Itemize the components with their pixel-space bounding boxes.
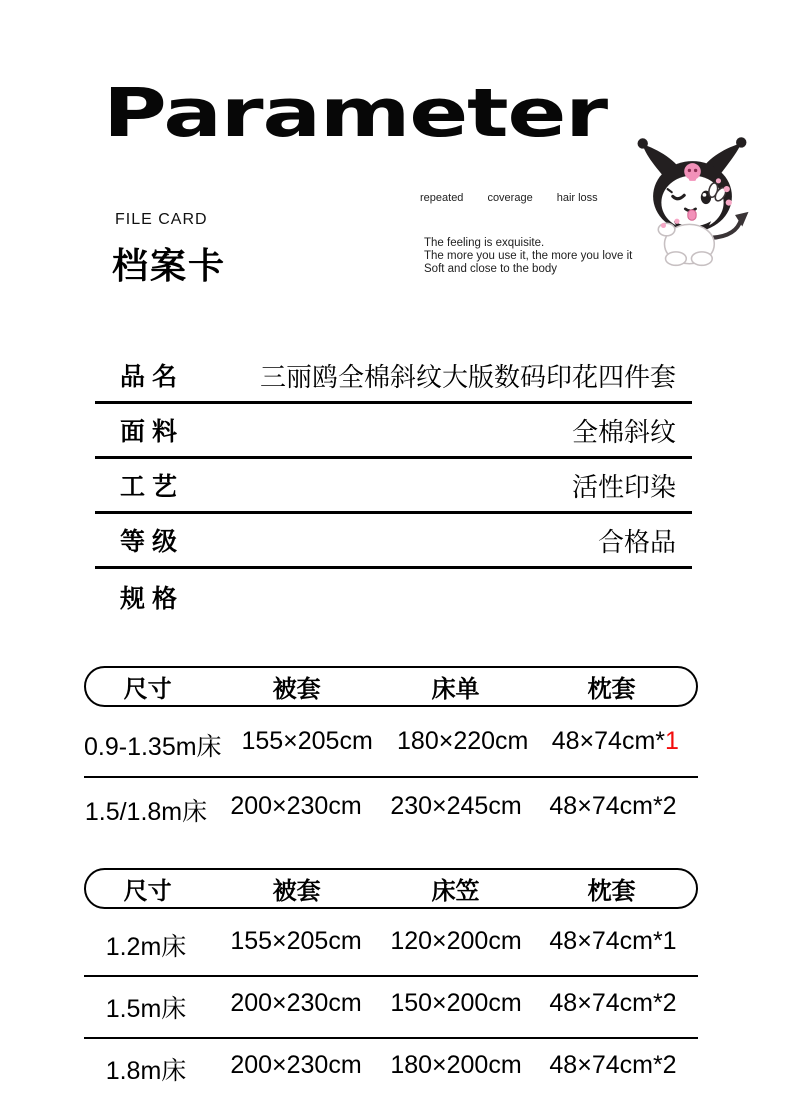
cell-pillow: 48×74cm*2 [549, 1051, 677, 1079]
spec-row-grade [95, 514, 692, 569]
spec-value: 全棉斜纹 [571, 416, 676, 447]
cell-fitted: 180×200cm [390, 1051, 522, 1079]
cell-bed-size: 0.9-1.35m床 [84, 732, 222, 761]
spec-label: 面 料 [120, 418, 177, 446]
cell-pillow: 48×74cm*2 [549, 989, 677, 1017]
file-card-title-cn: 档案卡 [112, 245, 227, 286]
tagline-line-1: The feeling is exquisite. [424, 237, 545, 249]
cell-fitted: 150×200cm [390, 989, 522, 1017]
cell-duvet: 200×230cm [230, 791, 362, 820]
spec-value: 合格品 [597, 526, 676, 557]
header-duvet-cover: 被套 [272, 676, 321, 703]
file-card-label: FILE CARD [115, 211, 208, 228]
spec-value: 三丽鸥全棉斜纹大版数码印花四件套 [259, 361, 676, 392]
table-row [84, 1039, 698, 1099]
size-table-rows [84, 909, 698, 1099]
table-row [84, 977, 698, 1039]
tagline-text [424, 237, 632, 276]
page-title: Parameter [103, 74, 607, 152]
tagline-line-2: The more you use it, the more you love it [424, 250, 633, 262]
spec-row-craft [95, 459, 692, 514]
spec-value: 活性印染 [571, 471, 676, 502]
spec-label: 工 艺 [120, 473, 177, 501]
header-size: 尺寸 [123, 878, 172, 905]
size-table-header [84, 666, 698, 707]
feature-coverage: coverage [487, 192, 533, 204]
spec-list [95, 349, 692, 624]
spec-label: 等 级 [120, 528, 177, 556]
cell-sheet: 180×220cm [397, 726, 529, 755]
cell-duvet: 200×230cm [230, 989, 362, 1017]
cell-pillow-count-highlight: 1 [665, 726, 679, 755]
cell-bed-size: 1.5m床 [105, 995, 187, 1023]
cell-bed-size: 1.2m床 [105, 933, 187, 961]
spec-row-specification [95, 569, 692, 624]
cell-pillow: 48×74cm*1 [549, 927, 677, 955]
cell-pillow: 48×74cm*2 [549, 791, 677, 820]
header-duvet-cover: 被套 [272, 878, 321, 905]
feature-hair-loss: hair loss [556, 192, 598, 204]
header-pillowcase: 枕套 [587, 676, 636, 703]
header-size: 尺寸 [123, 676, 172, 703]
table-row [84, 915, 698, 977]
spec-label: 品 名 [120, 363, 177, 391]
spec-row-product-name [95, 349, 692, 404]
size-table-rows [84, 707, 698, 841]
feature-keywords [420, 192, 598, 204]
spec-label: 规 格 [120, 584, 177, 613]
kuromi-character-illustration [630, 130, 755, 270]
tagline-line-3: Soft and close to the body [424, 263, 557, 275]
cell-pillow [533, 727, 698, 763]
header-flat-sheet: 床单 [431, 676, 480, 703]
cell-duvet: 155×205cm [230, 927, 362, 955]
spec-row-fabric [95, 404, 692, 459]
cell-bed-size: 1.5/1.8m床 [84, 797, 208, 826]
size-table-header [84, 868, 698, 909]
feature-repeated: repeated [420, 192, 464, 204]
cell-duvet: 155×205cm [241, 726, 373, 755]
size-table-fitted [84, 868, 698, 1099]
header-pillowcase: 枕套 [587, 878, 636, 905]
cell-sheet: 230×245cm [390, 791, 522, 820]
size-table-sheet [84, 666, 698, 841]
table-row [84, 778, 698, 841]
cell-bed-size: 1.8m床 [105, 1057, 187, 1085]
cell-fitted: 120×200cm [390, 927, 522, 955]
table-row [84, 713, 698, 778]
cell-duvet: 200×230cm [230, 1051, 362, 1079]
cell-pillow-text: 48×74cm* [551, 726, 666, 755]
header-fitted-sheet: 床笠 [431, 878, 480, 905]
